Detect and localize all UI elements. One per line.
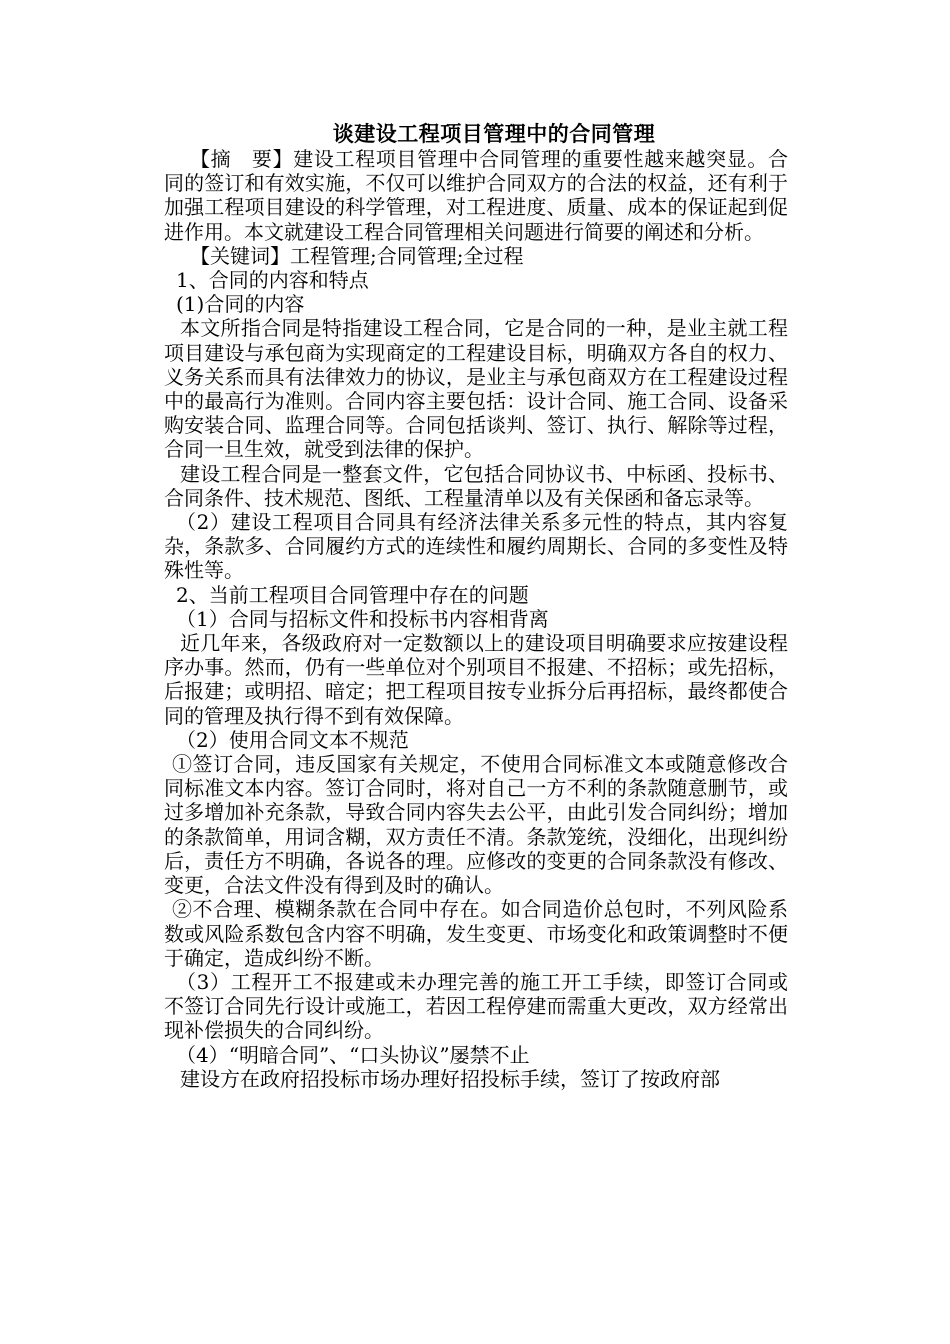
document-title: 谈建设工程项目管理中的合同管理: [332, 121, 656, 146]
section-heading-2: 2、当前工程项目合同管理中存在的问题: [176, 582, 529, 607]
abstract-paragraph: 【摘 要】建设工程项目管理中合同管理的重要性越来越突显。合同的签订和有效实施，不仅可以维护合同双方的合法的权益，还有利于加强工程项目建设的科学管理，对工程进度、质量、成本的保证起到促进作用。本文就建设工程合同管理相关问题进行简要的阐述和分析。: [164, 147, 788, 244]
body-paragraph: 本文所指合同是特指建设工程合同，它是合同的一种，是业主就工程项目建设与承包商为实现商定的工程建设目标，明确双方各自的权力、义务关系而具有法律效力的协议，是业主与承包商双方在工程建设过程中的最高行为准则。合同内容主要包括：设计合同、施工合同、设备采购安装合同、监理合同等。合同包括谈判、签订、执行、解除等过程，合同一旦生效，就受到法律的保护。: [164, 316, 788, 462]
body-paragraph: 建设方在政府招投标市场办理好招投标手续，签订了按政府部: [180, 1066, 720, 1091]
subsection-heading-2-4: （4）“明暗合同”、“口头协议”屡禁不止: [176, 1042, 530, 1067]
subsection-heading-1-1: (1)合同的内容: [176, 292, 305, 317]
body-paragraph: 近几年来，各级政府对一定数额以上的建设项目明确要求应按建设程序办事。然而，仍有一些单位对个别项目不报建、不招标；或先招标，后报建；或明招、暗定；把工程项目按专业拆分后再招标，最终都使合同的管理及执行得不到有效保障。: [164, 631, 788, 728]
keywords-paragraph: 【关键词】工程管理;合同管理;全过程: [190, 243, 524, 268]
subsection-heading-2-1: （1）合同与招标文件和投标书内容相背离: [176, 606, 549, 631]
body-paragraph: 建设工程合同是一整套文件，它包括合同协议书、中标函、投标书、合同条件、技术规范、图纸、工程量清单以及有关保函和备忘录等。: [164, 461, 788, 510]
body-paragraph: ②不合理、模糊条款在合同中存在。如合同造价总包时，不列风险系数或风险系数包含内容不明确，发生变更、市场变化和政策调整时不便于确定，造成纠纷不断。: [164, 897, 788, 970]
body-paragraph: （2）建设工程项目合同具有经济法律关系多元性的特点，其内容复杂，条款多、合同履约方式的连续性和履约周期长、合同的多变性及特殊性等。: [164, 510, 788, 583]
section-heading-1: 1、合同的内容和特点: [176, 268, 369, 293]
body-paragraph: （3）工程开工不报建或未办理完善的施工开工手续，即签订合同或不签订合同先行设计或施工，若因工程停建而需重大更改，双方经常出现补偿损失的合同纠纷。: [164, 969, 788, 1043]
body-paragraph: ①签订合同，违反国家有关规定，不使用合同标准文本或随意修改合同标准文本内容。签订合同时，将对自己一方不利的条款随意删节，或过多增加补充条款，导致合同内容失去公平，由此引发合同纠纷；增加的条款简单，用词含糊，双方责任不清。条款笼统，没细化，出现纠纷后，责任方不明确，各说各的理。应修改的变更的合同条款没有修改、变更，合法文件没有得到及时的确认。: [164, 752, 788, 898]
subsection-heading-2-2: （2）使用合同文本不规范: [176, 727, 409, 752]
document-body: [164, 121, 788, 1091]
